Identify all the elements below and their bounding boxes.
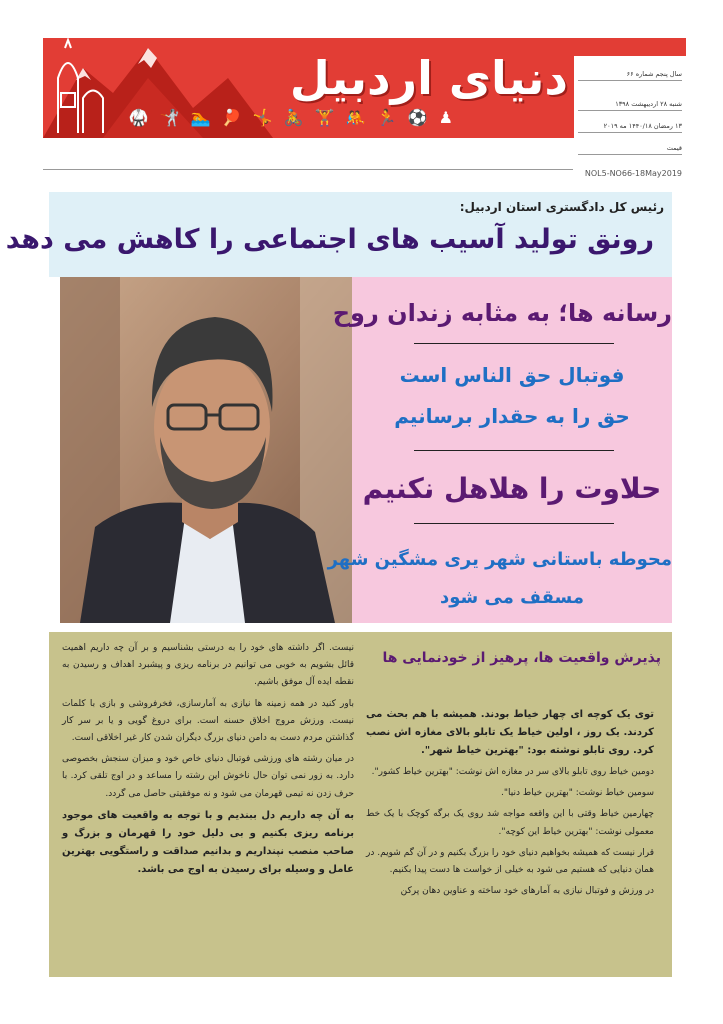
teaser-archaeology: محوطه باستانی شهر یری مشگین شهر <box>327 549 672 570</box>
teaser-rights: حق را به حقدار برسانیم <box>394 404 630 428</box>
main-headline: رونق تولید آسیب های اجتماعی را کاهش می دهد <box>5 224 654 255</box>
article-paragraph: در میان رشته های ورزشی فوتبال دنیای خاص خود و میزان سنجش بخصوصی دارد. به زور نمی توان حال ناخوش این رشته را مساعد و در اوج تلقی کرد. با حرف زدن نه تیمی قهرمان می شود و نه موفقیتی حاصل می گردد. <box>62 754 354 799</box>
sports-pictograms-icon: ♟ ⚽ 🏃 🤼 🏋 🚴 🤸 🏓 🏊 🤺 🥋 <box>128 108 456 127</box>
article-paragraph: دومین خیاط روی تابلو بالای سر در مغازه اش نوشت: "بهترین خیاط کشور". <box>371 767 654 777</box>
article-paragraph: قرار نیست که همیشه بخواهیم دنیای خود را بزرگ بکنیم و در آن گم شویم. در همان دنیایی که هستیم می شود به خیلی از خواست ها دست پیدا بکنیم. <box>366 847 654 876</box>
portrait-photo <box>60 277 352 623</box>
article-paragraph: نیست. اگر داشته های خود را به درستی بشناسیم و بر آن چه داریم اهمیت قائل بشویم به خوبی می توانیم در برنامه ریزی و پیشبرد اهداف و رسیدن به نقطه ایده آل موفق باشیم. <box>62 643 354 688</box>
article-box <box>49 632 672 977</box>
article-paragraph: سومین خیاط نوشت: "بهترین خیاط دنیا". <box>501 788 654 799</box>
portrait-photo-icon <box>60 277 352 623</box>
teaser-divider <box>414 523 614 524</box>
teaser-divider <box>414 450 614 451</box>
issue-date-hijri: ۱۳ رمضان ۱۴۴۰/۱۸ مه ۲۰۱۹ <box>578 122 682 133</box>
teaser-media: رسانه ها؛ به مثابه زندان روح <box>332 299 672 327</box>
article-paragraph: باور کنید در همه زمینه ها نیازی به آمارسازی، فخرفروشی و بازی با کلمات نیست. ورزش مروج اخلاق حسنه است. برای دروغ گویی و یا بر سر کار گذاشتن مردم دست به دامن دنیای بزرگ دیگران شدن کار غیر اخلاقی است. <box>62 698 354 744</box>
article-right-column <box>366 706 654 904</box>
issue-info-panel <box>574 56 686 185</box>
masthead <box>43 38 686 185</box>
article-paragraph: چهارمین خیاط وقتی با این واقعه مواجه شد روی یک برگه کوچک با یک خط معمولی نوشت: "بهترین خیاط این کوچه". <box>366 809 654 837</box>
article-paragraph: توی یک کوچه ای چهار خیاط بودند. همیشه با هم بحث می کردند. یک روز ، اولین خیاط یک تابلو بالای مغازه اش نصب کرد. روی تابلو نوشته بود: "بهترین خیاط شهر". <box>366 709 654 756</box>
teaser-sweetness: حلاوت را هلاهل نکنیم <box>362 472 662 505</box>
teasers-panel <box>327 277 672 623</box>
issue-code: NOL5-NO66-18May2019 <box>584 169 682 178</box>
article-subheading: پذیرش واقعیت ها، پرهیز از خودنمایی ها <box>382 650 661 666</box>
article-left-column <box>62 640 354 883</box>
issue-date-persian: شنبه ۲۸ اردیبهشت ۱۳۹۸ <box>578 100 682 111</box>
teaser-divider <box>414 343 614 344</box>
headline-kicker: رئیس کل دادگستری استان اردبیل: <box>459 200 664 214</box>
newspaper-title: دنیای اردبیل <box>289 51 568 105</box>
headline-box <box>5 192 672 277</box>
teaser-football: فوتبال حق الناس است <box>399 363 625 387</box>
article-paragraph: به آن چه داریم دل ببندیم و با توجه به واقعیت های موجود برنامه ریزی بکنیم و بی دلیل خود را قهرمان و بزرگ و صاحب منصب نپنداریم و بدانیم صداقت و راستگویی بهترین عامل و وسیله برای رسیدن به اوج می باشد. <box>62 809 354 875</box>
article-paragraph: در ورزش و فوتبال نیازی به آمارهای خود ساخته و عناوین دهان پرکن <box>400 886 654 897</box>
volume-number: سال پنجم شماره ۶۶ <box>578 70 682 81</box>
price-label: قیمت <box>578 144 682 155</box>
teaser-archaeology-2: مسقف می شود <box>440 587 584 608</box>
masthead-rule <box>43 169 573 170</box>
